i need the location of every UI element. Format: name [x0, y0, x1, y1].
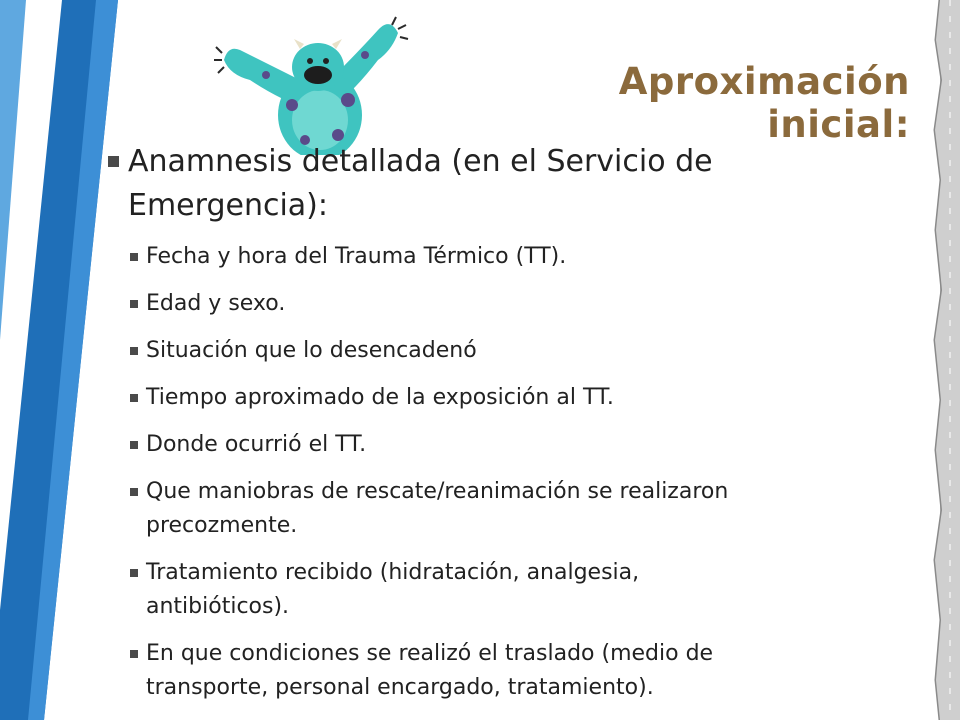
- square-bullet-icon: [130, 394, 138, 402]
- sub-bullet-text: Edad y sexo.: [146, 291, 286, 316]
- sub-bullet-text: Tiempo aproximado de la exposición al TT.: [146, 385, 614, 410]
- sub-bullet-text: Fecha y hora del Trauma Térmico (TT).: [146, 244, 567, 269]
- left-decorative-stripes: [0, 0, 140, 720]
- square-bullet-icon: [130, 569, 138, 577]
- sub-bullet-text: Tratamiento recibido (hidratación, analgesia,: [146, 560, 640, 585]
- square-bullet-icon: [130, 300, 138, 308]
- main-bullet: [108, 140, 808, 228]
- square-bullet-icon: [130, 253, 138, 261]
- sub-bullet-item: [130, 334, 850, 368]
- sub-bullet-item: [130, 240, 850, 274]
- slide-title: Aproximación inicial:: [618, 60, 910, 146]
- sub-bullet-list: [130, 240, 850, 718]
- main-bullet-line-1: Anamnesis detallada (en el Servicio de: [128, 144, 713, 179]
- sub-bullet-item: [130, 556, 850, 624]
- sub-bullet-item: [130, 475, 850, 543]
- sub-bullet-text-continued: precozmente.: [146, 513, 298, 538]
- sub-bullet-text: Que maniobras de rescate/reanimación se realizaron: [146, 479, 729, 504]
- sub-bullet-text: Donde ocurrió el TT.: [146, 432, 367, 457]
- furry-monster-mascot-icon: [210, 5, 415, 155]
- square-bullet-icon: [130, 650, 138, 658]
- stripe-light: [0, 0, 26, 340]
- torn-edge-decoration: [920, 0, 960, 720]
- square-bullet-icon: [130, 441, 138, 449]
- sub-bullet-text: En que condiciones se realizó el traslado (medio de: [146, 641, 714, 666]
- sub-bullet-item: [130, 428, 850, 462]
- sub-bullet-item: [130, 287, 850, 321]
- sub-bullet-text: Situación que lo desencadenó: [146, 338, 477, 363]
- sub-bullet-item: [130, 637, 850, 705]
- main-bullet-line-2: Emergencia):: [128, 188, 328, 223]
- sub-bullet-item: [130, 381, 850, 415]
- square-bullet-icon: [130, 488, 138, 496]
- square-bullet-icon: [130, 347, 138, 355]
- square-bullet-icon: [108, 156, 119, 167]
- sub-bullet-text-continued: antibióticos).: [146, 594, 290, 619]
- sub-bullet-text-continued: transporte, personal encargado, tratamiento).: [146, 675, 654, 700]
